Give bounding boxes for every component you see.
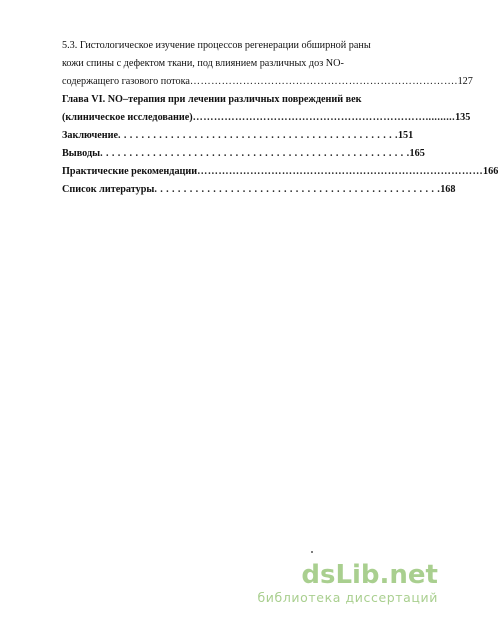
dot-leader: …………………………………………………………………. [189,76,458,87]
page-speck [311,551,313,553]
toc-entry-findings [62,148,425,160]
dot-leader: . . . . . . . . . . . . . . . . . . . . . . . . . . . . . . . . . . . . . . . . . . . . . . . . . . . . . [100,148,410,159]
toc-entry-title: Заключение [62,130,118,141]
toc-entry-title: Список литературы [62,184,155,195]
toc-page-number: 127 [457,76,473,87]
toc-page-number: 151 [397,130,414,141]
toc-entry-title: Практические рекомендации [62,166,198,177]
toc-entry-chapter-6 [62,112,471,124]
toc-page-number: 166 [483,166,498,177]
toc-page-number: 165 [409,148,425,159]
dot-leader: . . . . . . . . . . . . . . . . . . . . . . . . . . . . . . . . . . . . . . . . . . . . . . . . [117,130,398,141]
toc-chapter-6-line-1: Глава VI. NO–терапия при лечении различных повреждений век [62,94,362,105]
watermark [258,562,439,605]
toc-entry-title: содержащего газового потока [62,76,190,87]
dot-leader: . . . . . . . . . . . . . . . . . . . . . . . . . . . . . . . . . . . . . . . . . . . . . . . . . [154,184,441,195]
toc-entry-5-3 [62,76,473,88]
toc-entry-title: Выводы [62,148,101,159]
toc-entry-title: (клиническое исследование) [62,112,193,123]
toc-entry-bibliography [62,184,456,196]
toc-5-3-line-1: 5.3. Гистологическое изучение процессов регенерации обширной раны [62,40,371,51]
toc-5-3-line-2: кожи спины с дефектом ткани, под влиянием различных доз NO- [62,58,344,69]
toc-entry-conclusion [62,130,414,142]
dot-leader: ………………………………………………………….......... [192,112,456,123]
toc-page-number: 168 [440,184,456,195]
toc-page-number: 135 [455,112,471,123]
watermark-tagline: библиотека диссертаций [257,590,438,605]
toc-entry-recommendations [62,166,498,178]
dot-leader: ……………………………………………………………………… [197,166,484,177]
watermark-brand: dsLib.net [301,560,438,590]
